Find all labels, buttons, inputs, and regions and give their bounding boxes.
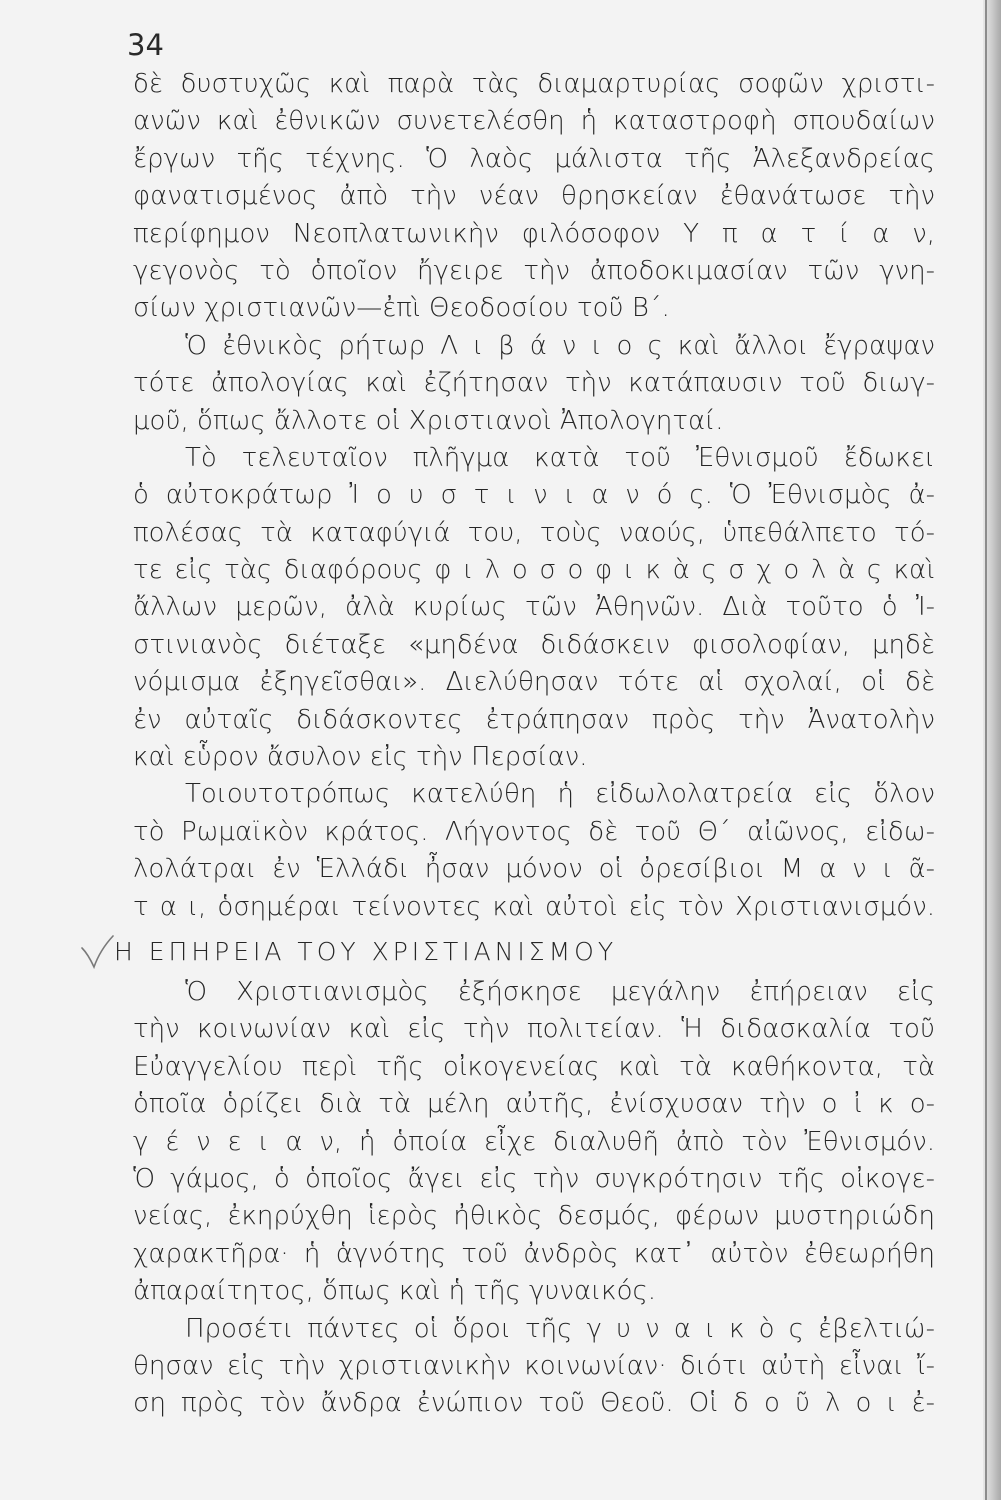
text-line: ἔργων τῆς τέχνης. Ὁ λαὸς μάλιστα τῆς Ἀλεξανδρείας <box>133 143 935 174</box>
text-line: γεγονὸς τὸ ὁποῖον ἤγειρε τὴν ἀποδοκιμασίαν τῶν γνη- <box>133 255 935 286</box>
text-line: καὶ εὗρον ἄσυλον εἰς τὴν Περσίαν. <box>133 742 588 773</box>
text-line: ἀπαραίτητος, ὅπως καὶ ἡ τῆς γυναικός. <box>133 1276 657 1307</box>
handwritten-check-icon <box>80 934 114 970</box>
text-line: δὲ δυστυχῶς καὶ παρὰ τὰς διαμαρτυρίας σοφῶν χριστι- <box>133 69 935 99</box>
text-line: ἐν αὐταῖς διδάσκοντες ἐτράπησαν πρὸς τὴν Ἀνατολὴν <box>133 704 935 735</box>
text-line: φανατισμένος ἀπὸ τὴν νέαν θρησκείαν ἐθανάτωσε τὴν <box>133 181 935 212</box>
text-line: γ έ ν ε ι α ν, ἡ ὁποία εἶχε διαλυθῆ ἀπὸ τὸν Ἐθνισμόν. <box>133 1126 935 1157</box>
text-line: χαρακτῆρα· ἡ ἁγνότης τοῦ ἀνδρὸς κατ᾽ αὐτὸν ἐθεωρήθη <box>133 1238 935 1269</box>
text-line: σίων χριστιανῶν—ἐπὶ Θεοδοσίου τοῦ Β΄. <box>133 293 670 324</box>
text-line: Προσέτι πάντες οἱ ὅροι τῆς γ υ ν α ι κ ὸ ς ἐβελτιώ- <box>185 1313 935 1344</box>
text-line: θησαν εἰς τὴν χριστιανικὴν κοινωνίαν· διότι αὐτὴ εἶναι ἴ- <box>133 1350 935 1381</box>
text-line: ση πρὸς τὸν ἄνδρα ἐνώπιον τοῦ Θεοῦ. Οἱ δ ο ῦ λ ο ι ἐ- <box>133 1388 935 1419</box>
page-number: 34 <box>127 28 164 62</box>
text-line: Ὁ γάμος, ὁ ὁποῖος ἄγει εἰς τὴν συγκρότησιν τῆς οἰκογε- <box>133 1163 935 1194</box>
text-line: πολέσας τὰ καταφύγιά του, τοὺς ναούς, ὑπεθάλπετο τό- <box>133 517 935 548</box>
text-line: λολάτραι ἐν Ἑλλάδι ἦσαν μόνον οἱ ὀρεσίβιοι Μ α ν ι ᾶ- <box>133 854 935 885</box>
text-line: Εὐαγγελίου περὶ τῆς οἰκογενείας καὶ τὰ καθήκοντα, τὰ <box>133 1051 935 1082</box>
text-line: τ α ι, ὁσημέραι τείνοντες καὶ αὐτοὶ εἰς τὸν Χριστιανισμόν. <box>133 891 935 922</box>
text-line: ὁ αὐτοκράτωρ Ἰ ο υ σ τ ι ν ι α ν ό ς. Ὁ Ἐθνισμὸς ἀ- <box>133 480 935 511</box>
text-line: τότε ἀπολογίας καὶ ἐζήτησαν τὴν κατάπαυσιν τοῦ διωγ- <box>133 368 935 399</box>
text-line: νόμισμα ἐξηγεῖσθαι». Διελύθησαν τότε αἱ σχολαί, οἱ δὲ <box>133 667 935 698</box>
page-edge-line <box>985 0 987 1500</box>
text-line: τε εἰς τὰς διαφόρους φ ι λ ο σ ο φ ι κ ὰ ς σ χ ο λ ὰ ς καὶ <box>133 555 935 586</box>
text-line: περίφημον Νεοπλατωνικὴν φιλόσοφον Υ π α τ ί α ν, <box>133 218 935 249</box>
text-line: μοῦ, ὅπως ἄλλοτε οἱ Χριστιανοὶ Ἀπολογηταί. <box>133 405 724 436</box>
body-text-section-one <box>133 66 935 926</box>
text-line: στινιανὸς διέταξε «μηδένα διδάσκειν φισολοφίαν, μηδὲ <box>133 629 935 660</box>
section-heading-block <box>80 932 940 972</box>
text-line: Τὸ τελευταῖον πλῆγμα κατὰ τοῦ Ἐθνισμοῦ ἔδωκει <box>185 442 935 473</box>
text-line: τὴν κοινωνίαν καὶ εἰς τὴν πολιτείαν. Ἡ διδασκαλία τοῦ <box>133 1014 935 1045</box>
body-text-section-two <box>133 974 935 1423</box>
text-line: Τοιουτοτρόπως κατελύθη ἡ εἰδωλολατρεία εἰς ὅλον <box>185 779 935 810</box>
text-line: νείας, ἐκηρύχθη ἱερὸς ἠθικὸς δεσμός, φέρων μυστηριώδη <box>133 1201 935 1232</box>
text-line: ανῶν καὶ ἐθνικῶν συνετελέσθη ἡ καταστροφὴ σπουδαίων <box>133 106 935 137</box>
section-heading: Η ΕΠΗΡΕΙΑ ΤΟΥ ΧΡΙΣΤΙΑΝΙΣΜΟΥ <box>114 937 618 966</box>
text-line: ἄλλων μερῶν, ἀλὰ κυρίως τῶν Ἀθηνῶν. Διὰ τοῦτο ὁ Ἰ- <box>133 592 935 623</box>
text-line: Ὁ ἐθνικὸς ρήτωρ Λ ι β ά ν ι ο ς καὶ ἄλλοι ἔγραψαν <box>185 330 935 361</box>
text-line: τὸ Ρωμαϊκὸν κράτος. Λήγοντος δὲ τοῦ Θ΄ αἰῶνος, εἰδω- <box>133 816 935 847</box>
text-line: ὁποῖα ὁρίζει διὰ τὰ μέλη αὐτῆς, ἐνίσχυσαν τὴν ο ἰ κ ο- <box>133 1089 935 1120</box>
text-line: Ὁ Χριστιανισμὸς ἐξήσκησε μεγάλην ἐπήρειαν εἰς <box>185 977 935 1007</box>
